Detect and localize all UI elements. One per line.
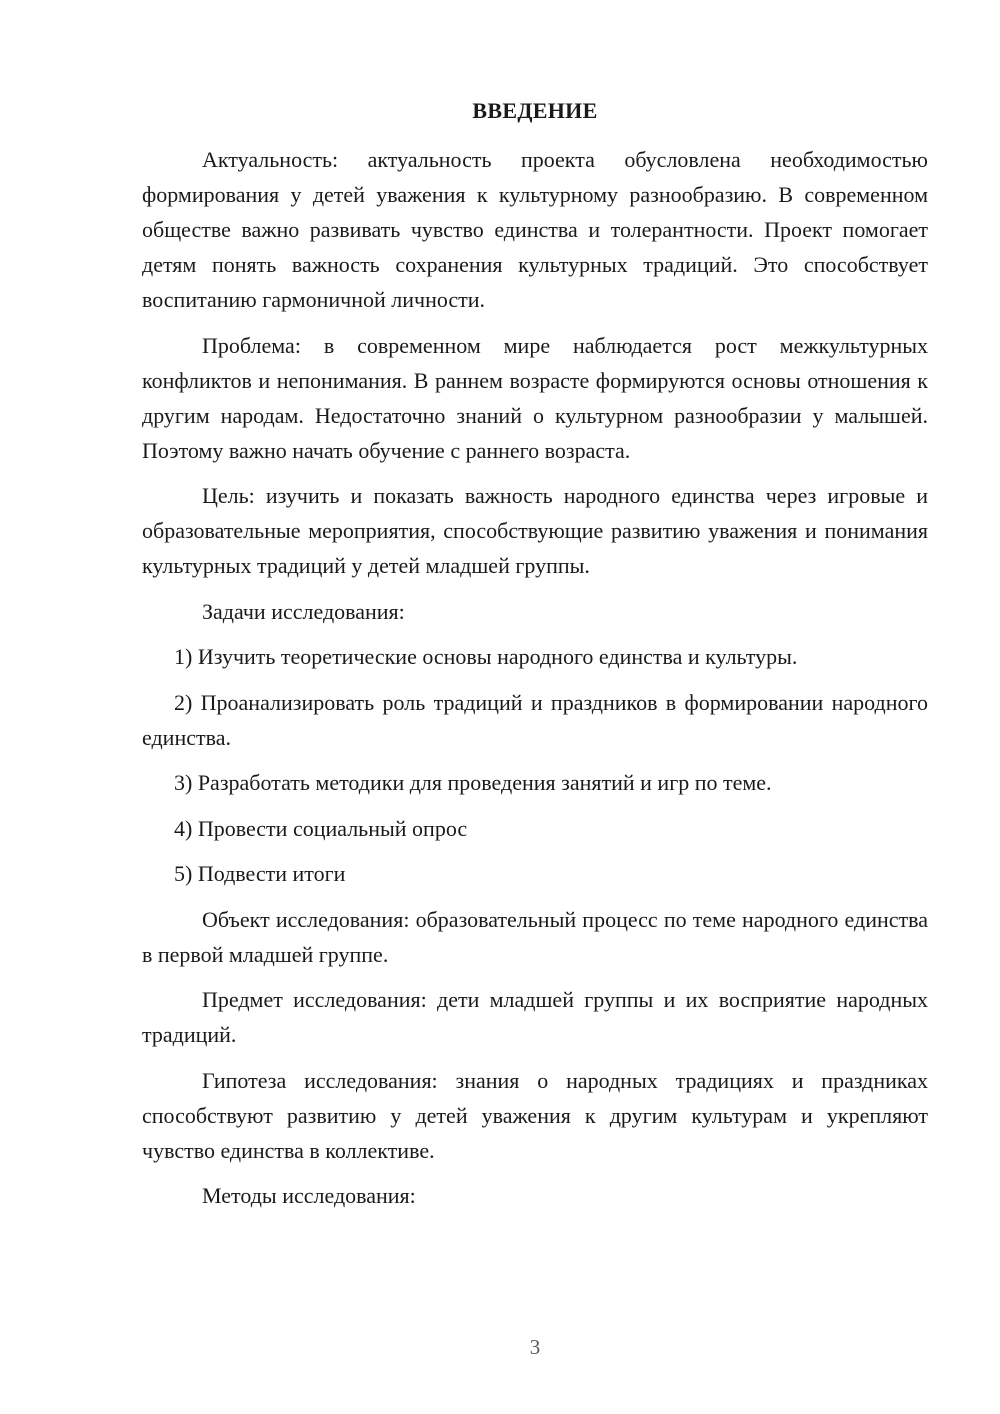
document-body: [142, 142, 928, 1224]
paragraph-hypothesis: Гипотеза исследования: знания о народных традициях и праздниках способствуют развитию у детей уважения к другим культурам и укрепляют чувство единства в коллективе.: [142, 1067, 928, 1163]
paragraph-methods-heading: Методы исследования:: [202, 1183, 416, 1208]
paragraph-object: Объект исследования: образовательный процесс по теме народного единства в первой младшей группе.: [142, 906, 928, 967]
paragraph-problem: Проблема: в современном мире наблюдается рост межкультурных конфликтов и непонимания. В раннем возрасте формируются основы отношения к другим народам. Недостаточно знаний о культурном разнообразии у малышей. Поэтому важно начать обучение с раннего возраста.: [142, 332, 928, 463]
paragraph-relevance: Актуальность: актуальность проекта обусловлена необходимостью формирования у детей уважения к культурному разнообразию. В современном обществе важно развивать чувство единства и толерантности. Проект помогает детям понять важность сохранения культурных традиций. Это способствует воспитанию гармоничной личности.: [142, 147, 928, 312]
list-item-task-4: 4) Провести социальный опрос: [174, 815, 468, 841]
page-title: ВВЕДЕНИЕ: [472, 98, 598, 123]
list-item-task-1: 1) Изучить теоретические основы народного единства и культуры.: [174, 644, 798, 669]
list-item-task-5: 5) Подвести итоги: [174, 861, 346, 886]
page-number: 3: [529, 1335, 541, 1359]
paragraph-tasks-heading: Задачи исследования:: [202, 598, 405, 624]
list-item-task-2: 2) Проанализировать роль традиций и праздников в формировании народного единства.: [142, 689, 928, 750]
paragraph-subject: Предмет исследования: дети младшей группы и их восприятие народных традиций.: [142, 987, 928, 1047]
list-item-task-3: 3) Разработать методики для проведения занятий и игр по теме.: [174, 770, 772, 795]
paragraph-goal: Цель: изучить и показать важность народного единства через игровые и образовательные мероприятия, способствующие развитию уважения и понимания культурных традиций у детей младшей группы.: [142, 483, 928, 578]
